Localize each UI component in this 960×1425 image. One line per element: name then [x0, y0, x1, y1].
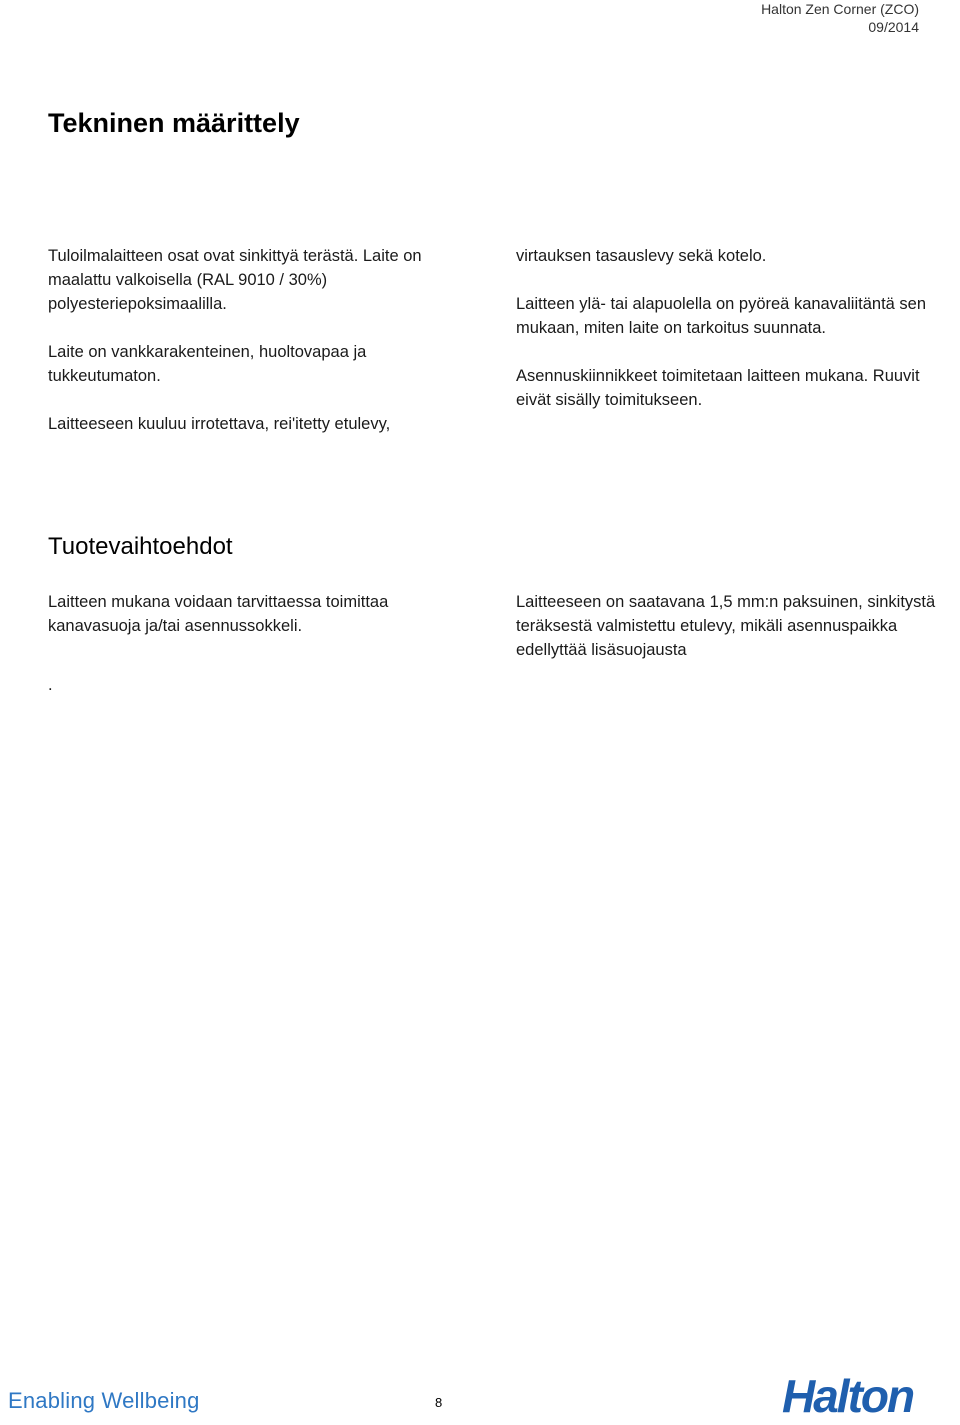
spec-paragraph: Laite on vankkarakenteinen, huoltovapaa ja tukkeutumaton. [48, 343, 367, 385]
spec-paragraph: Laitteeseen kuuluu irrotettava, rei'itetty etulevy, [48, 415, 391, 433]
halton-logo [780, 1374, 960, 1423]
svg-text:Halton: Halton [782, 1374, 914, 1418]
page-number: 8 [435, 1395, 443, 1410]
options-heading: Tuotevaihtoehdot [48, 533, 233, 560]
page-title: Tekninen määrittely [48, 108, 300, 138]
spec-left-column [48, 244, 468, 460]
spec-paragraph: virtauksen tasauslevy sekä kotelo. [516, 247, 767, 265]
options-right-column [516, 590, 936, 686]
document-header [761, 0, 919, 36]
options-left-column [48, 590, 468, 662]
spec-paragraph: Tuloilmalaitteen osat ovat sinkittyä terästä. Laite on maalattu valkoisella (RAL 9010 / 30%) polyesteriepoksimaalilla. [48, 247, 422, 313]
halton-logo-icon [780, 1374, 960, 1418]
header-date: 09/2014 [868, 19, 919, 35]
spec-paragraph: Laitteen ylä- tai alapuolella on pyöreä kanavaliitäntä sen mukaan, miten laite on tarkoitus suunnata. [516, 295, 927, 337]
options-paragraph: Laitteeseen on saatavana 1,5 mm:n paksuinen, sinkitystä teräksestä valmistettu etulevy, mikäli asennuspaikka edellyttää lisäsuojausta [516, 593, 936, 659]
options-paragraph: Laitteen mukana voidaan tarvittaessa toimittaa kanavasuoja ja/tai asennussokkeli. [48, 593, 389, 635]
trailing-period: . [48, 676, 53, 694]
spec-right-column [516, 244, 936, 436]
spec-paragraph: Asennuskiinnikkeet toimitetaan laitteen mukana. Ruuvit eivät sisälly toimitukseen. [516, 367, 920, 409]
footer-tagline: Enabling Wellbeing [8, 1388, 200, 1413]
header-product: Halton Zen Corner (ZCO) [761, 1, 919, 17]
